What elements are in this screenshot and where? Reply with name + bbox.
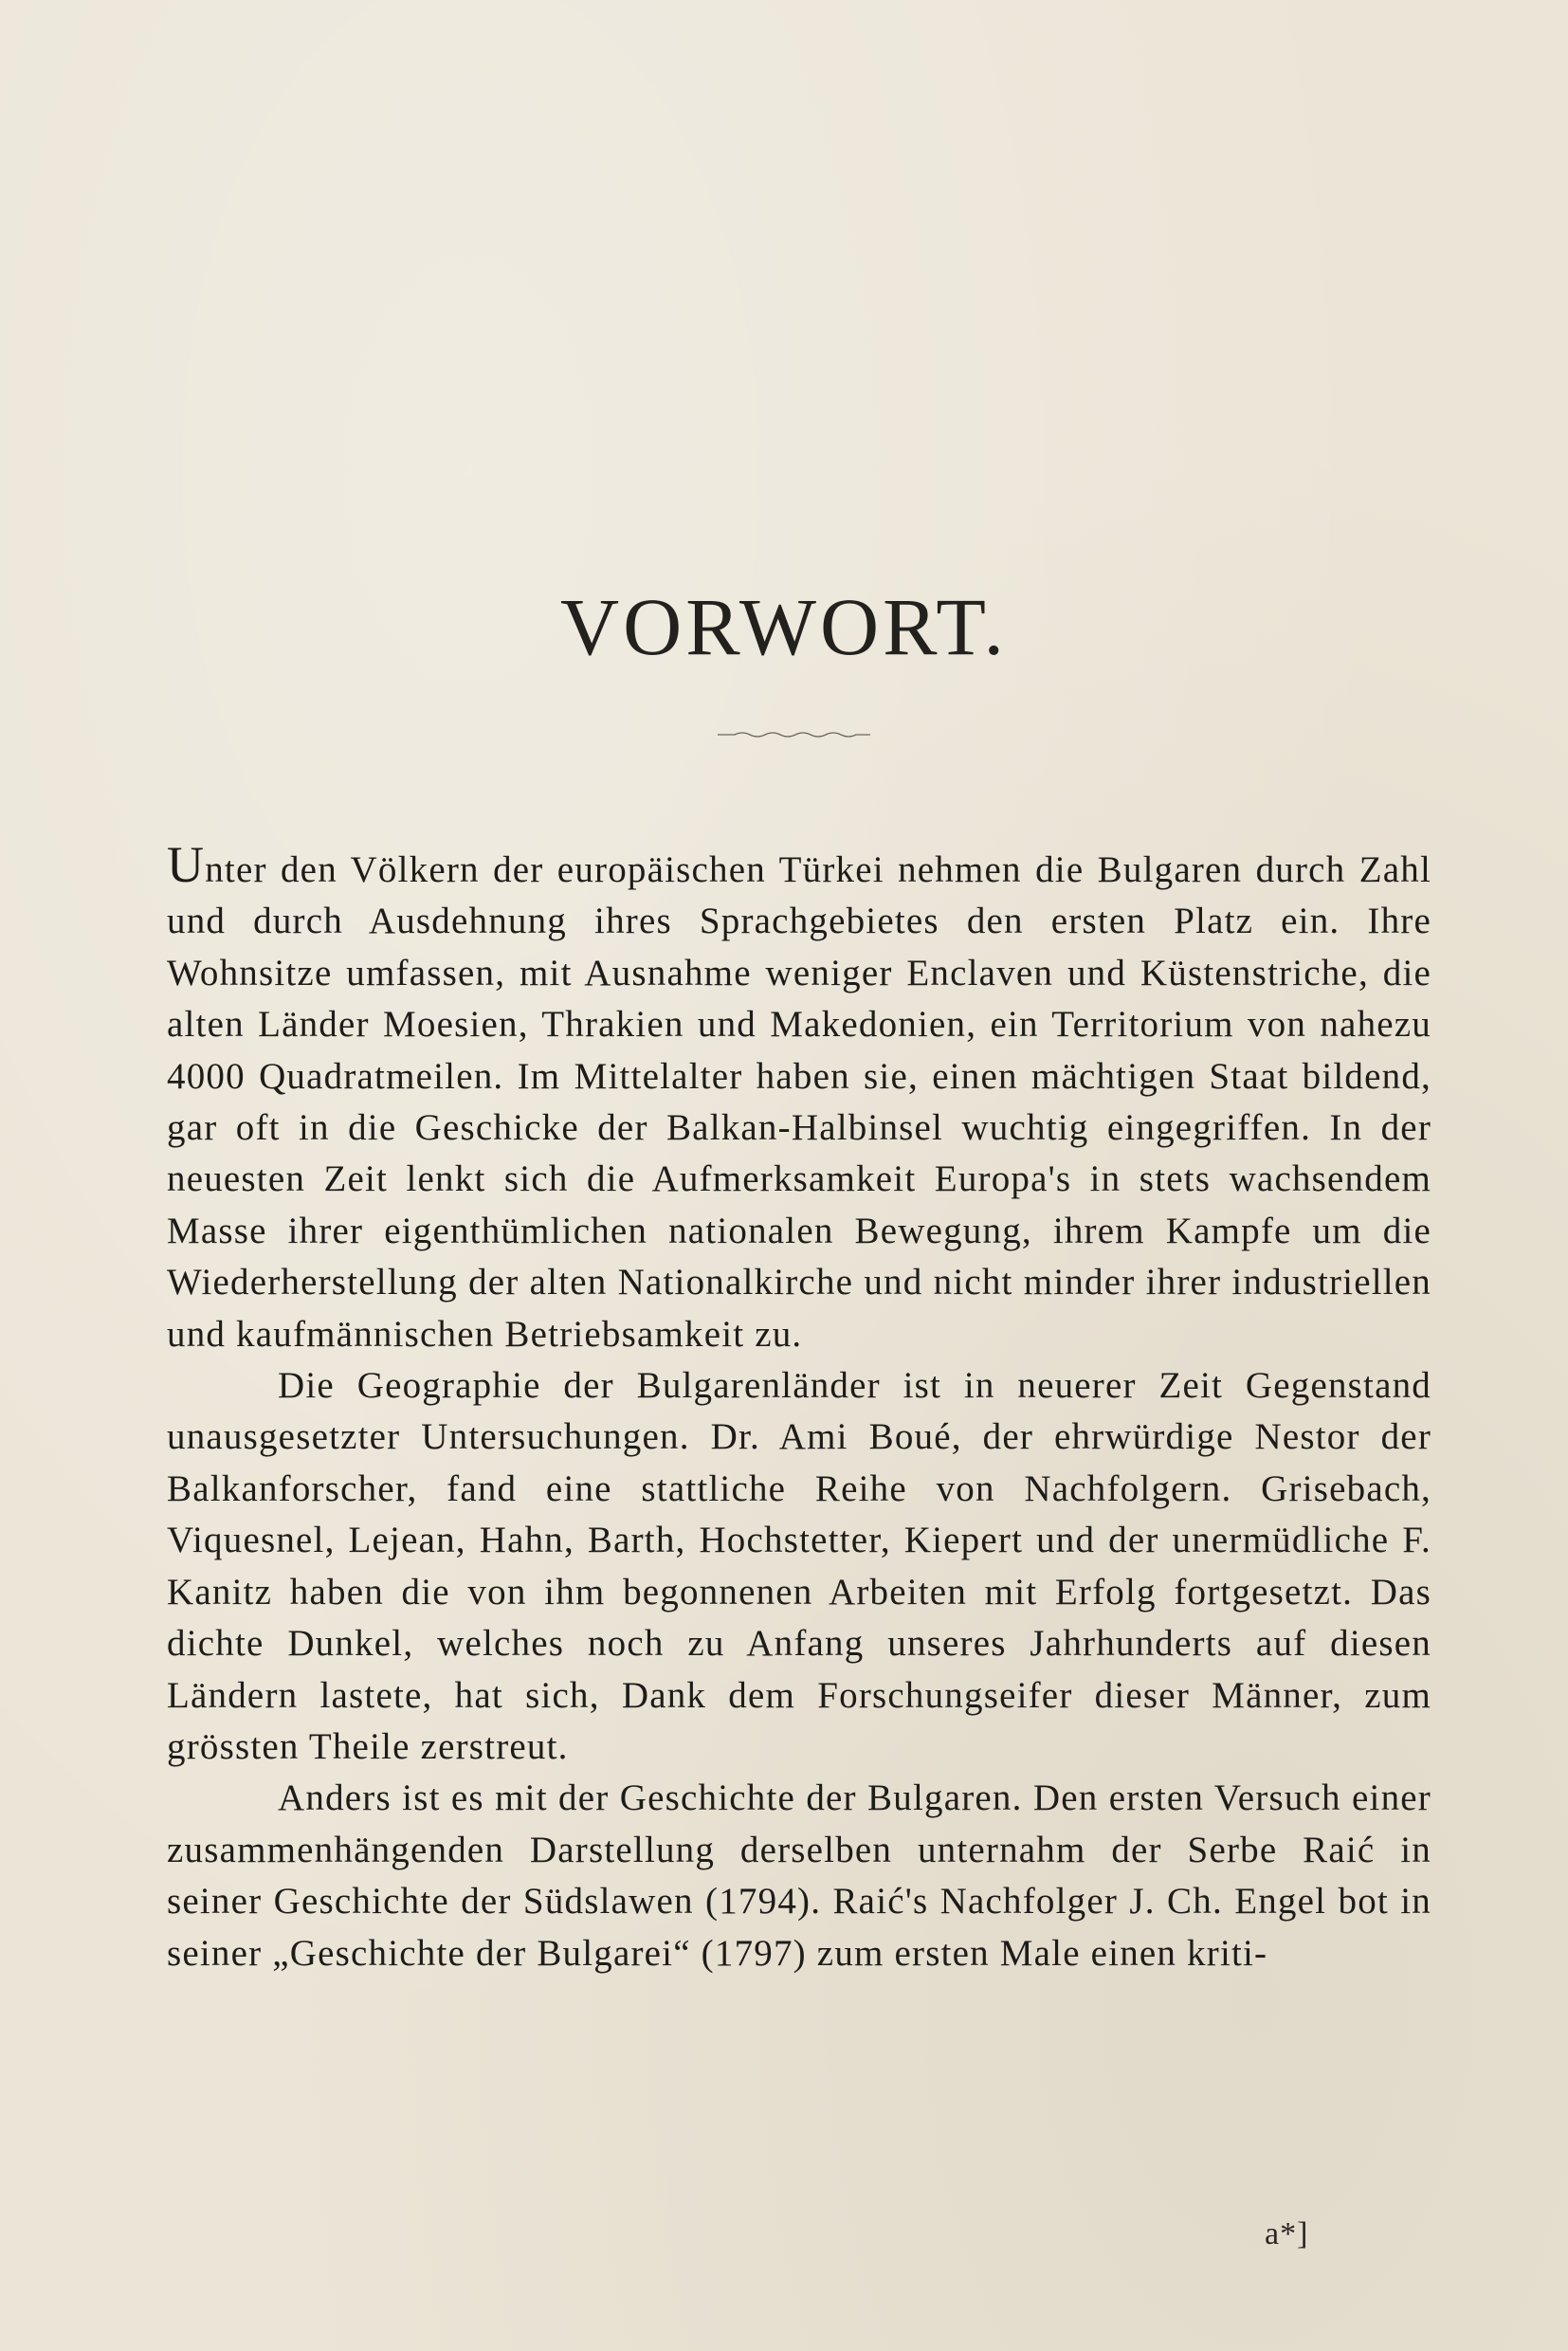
paragraph-2: Die Geographie der Bulgarenländer ist in neuerer Zeit Gegenstand unausgesetzter Untersuchungen. Dr. Ami Boué, der ehrwürdige Nestor der Balkanforscher, fand eine stattliche Reihe von Nachfolgern. Grisebach, Viquesnel, Lejean, Hahn, Barth, Hochstetter, Kiepert und der unermüdliche F. Kanitz haben die von ihm begonnenen Arbeiten mit Erfolg fortgesetzt. Das dichte Dunkel, welches noch zu Anfang unseres Jahrhunderts auf diesen Ländern lastete, hat sich, Dank dem Forschungseifer dieser Männer, zum grössten Theile zerstreut. [167, 1365, 1431, 1767]
initial-letter: U [167, 836, 206, 893]
body-text [167, 836, 1431, 1979]
paragraph-3: Anders ist es mit der Geschichte der Bulgaren. Den ersten Versuch einer zusammenhängenden Darstellung derselben unternahm der Serbe Raić in seiner Geschichte der Südslawen (1794). Raić's Nachfolger J. Ch. Engel bot in seiner „Geschichte der Bulgarei“ (1797) zum ersten Male einen kriti- [167, 1777, 1431, 1974]
ornament-divider [716, 728, 872, 741]
paragraph-text: nter den Völkern der europäischen Türkei nehmen die Bulgaren durch Zahl und durch Ausdehnung ihres Sprachgebietes den ersten Platz ein. Ihre Wohnsitze umfassen, mit Ausnahme weniger Enclaven und Küstenstriche, die alten Länder Moesien, Thrakien und Makedonien, ein Territorium von nahezu 4000 Quadratmeilen. Im Mittelalter haben sie, einen mächtigen Staat bildend, gar oft in die Geschicke der Balkan-Halbinsel wuchtig eingegriffen. In der neuesten Zeit lenkt sich die Aufmerksamkeit Europa's in stets wachsendem Masse ihrer eigenthümlichen nationalen Bewegung, ihrem Kampfe um die Wiederherstellung der alten Nationalkirche und nicht minder ihrer industriellen und kaufmännischen Betriebsamkeit zu. [167, 849, 1431, 1355]
paragraph-1 [167, 836, 1431, 1360]
page-title: VORWORT. [560, 581, 1008, 672]
signature-mark: a*] [1265, 2216, 1309, 2251]
